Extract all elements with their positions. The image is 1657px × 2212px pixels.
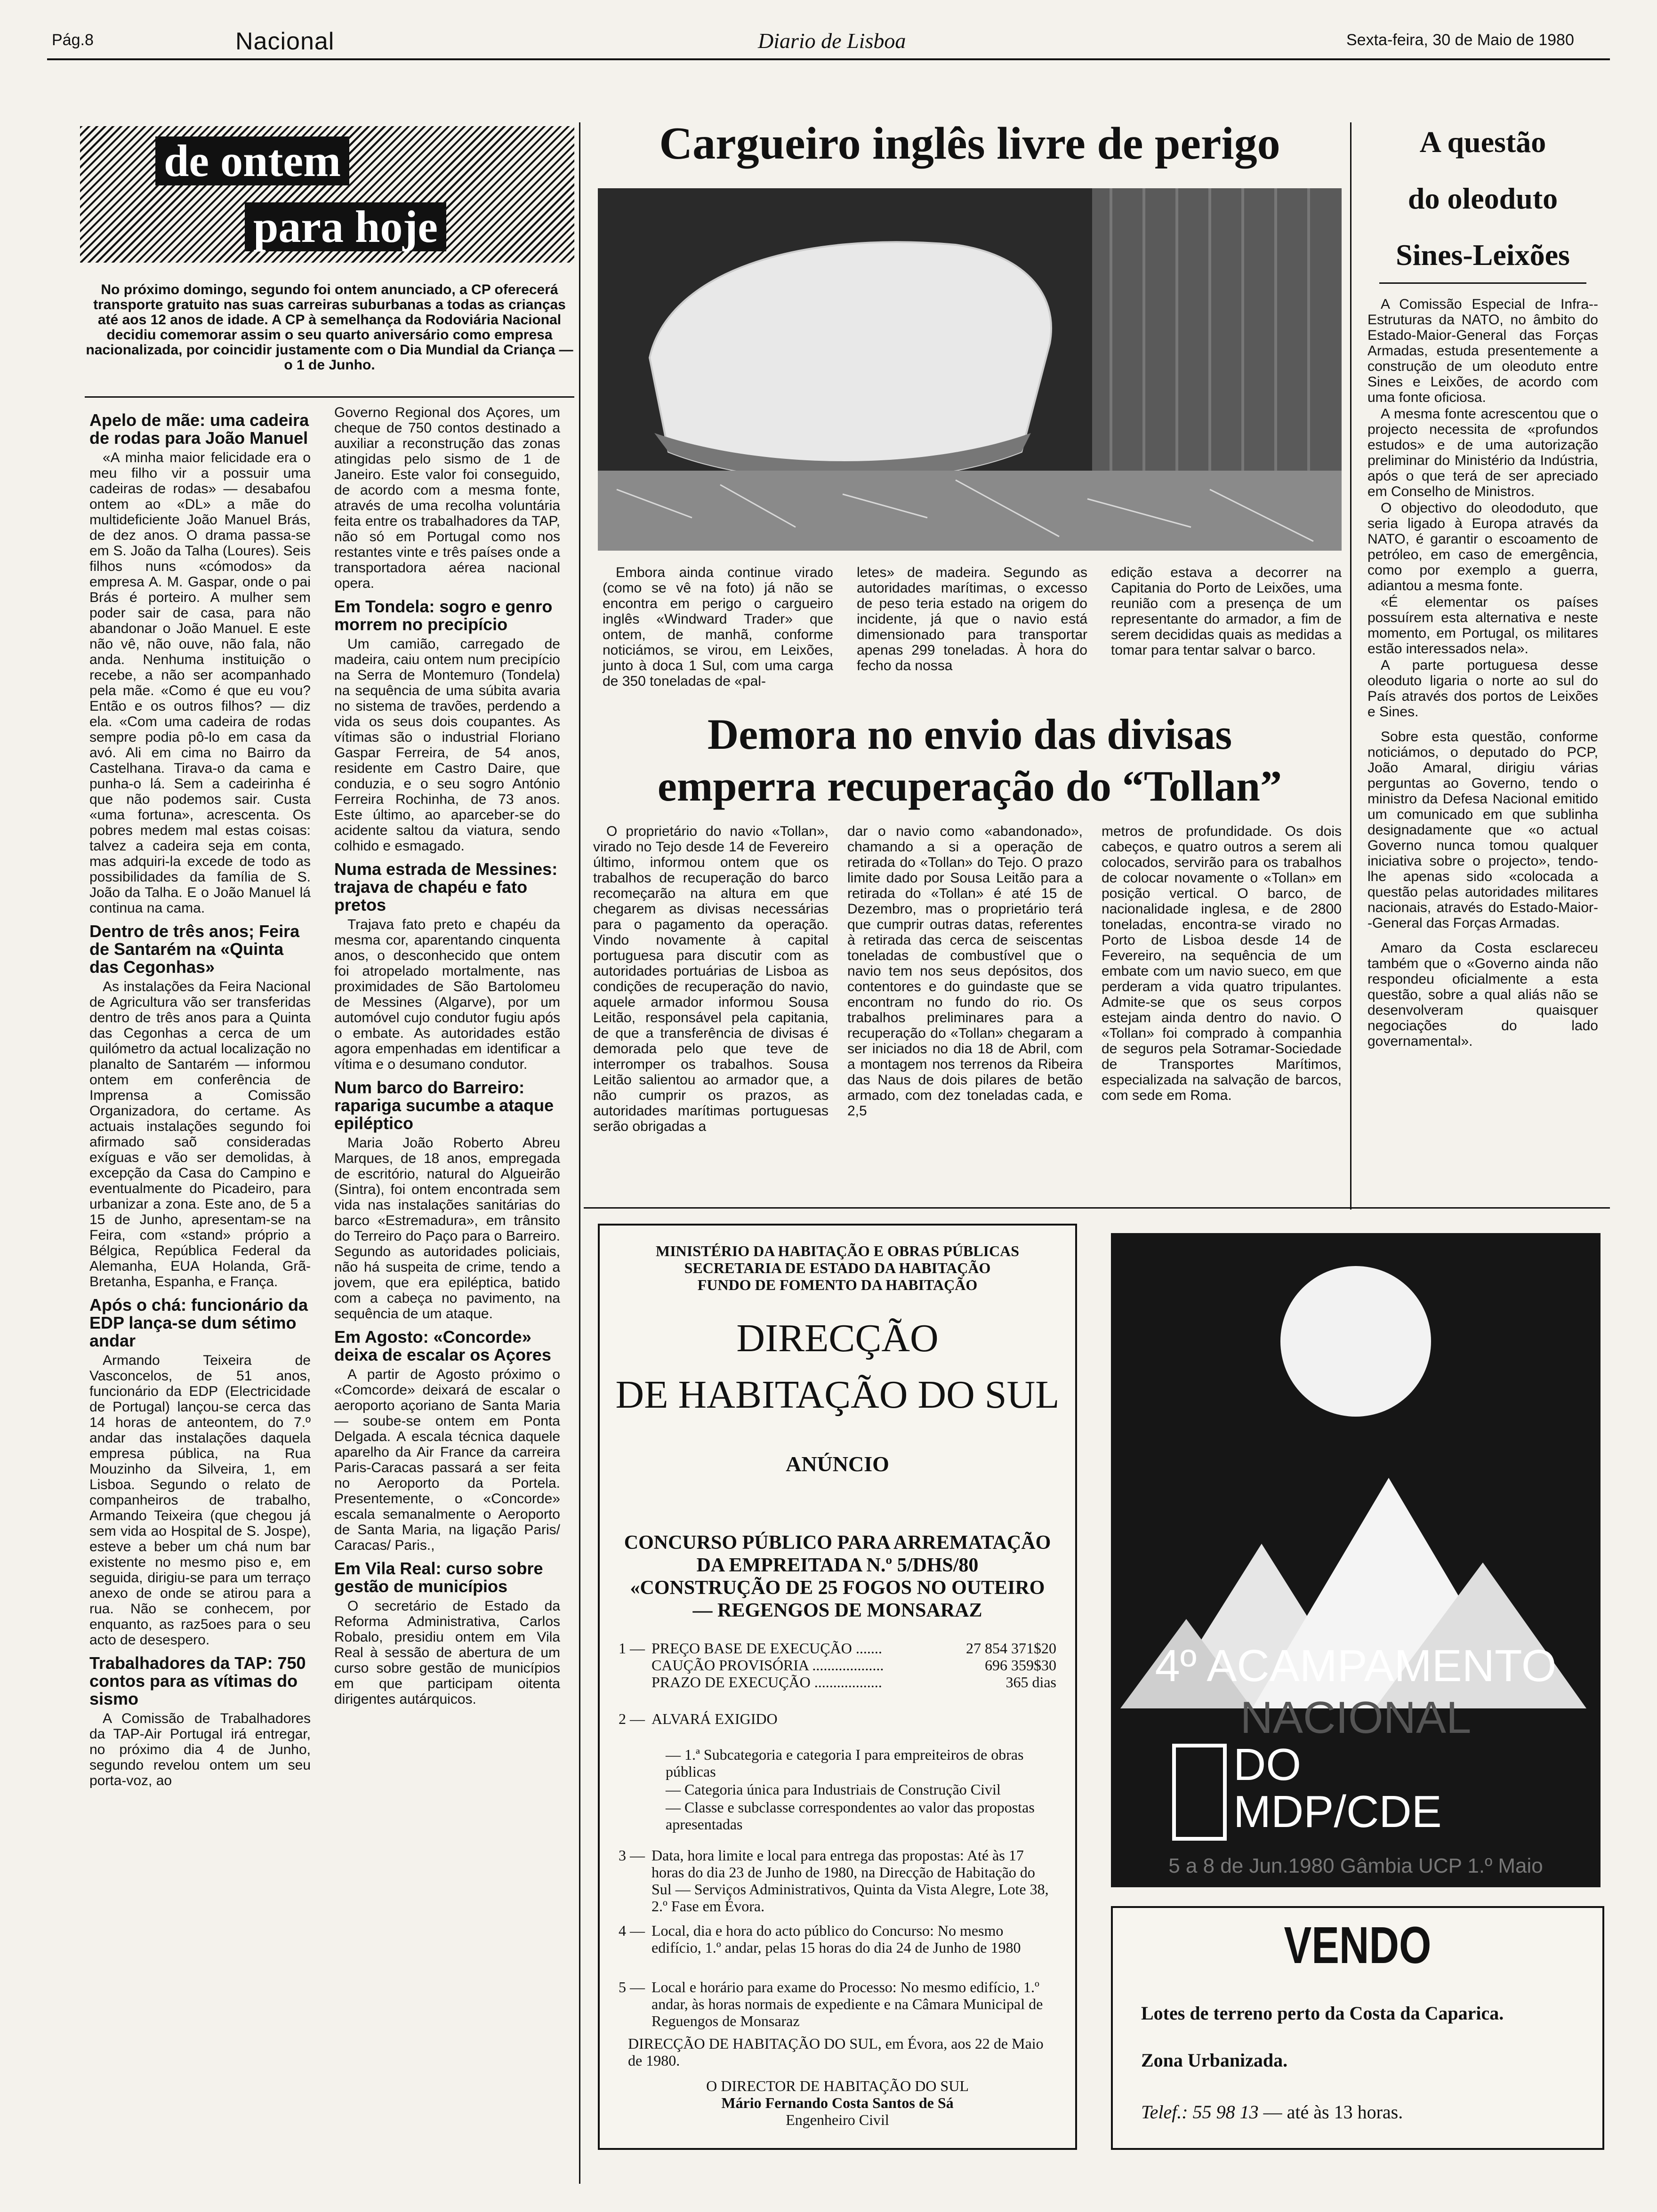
ad-item-3: Data, hora limite e local para entrega das propostas: Até às 17 horas do dia 23 de Junho de 1980, na Direcção de Habitação do Sul — Serviços Administrativos, Quinta da Vista Alegre, Lote 38, 2.º Fase em Évora. [652,1847,1049,1915]
poster-line-4: MDP/CDE [1233,1787,1442,1837]
banner-word-1: de ontem [155,136,349,185]
ad-anuncio: ANÚNCIO [786,1452,889,1476]
ad-signature [600,2077,1075,2128]
oleoduto-rule [1379,282,1586,284]
col1-text-3: Armando Teixeira de Vasconcelos, de 51 anos, funcionário da EDP (Electricidade de Portugal) lançou-se cerca das 14 horas de anteontem, do 7.º andar das instalações daquela empresa pública, na Rua Mouzinho da Silveira, 1, em Lisboa. Segundo o relato de companheiros de trabalho, Armando Teixeira (que chegou já sem vida ao Hospital de S. Jospe), esteve a beber um chá num bar existente no mesmo piso e, em seguida, dirigiu-se para um terraço anexo de onde se atirou para a rua. Não se conhecem, por enquanto, as raz5oes para o seu acto de desespero. [89,1353,311,1648]
cargueiro-text-2: letes» de madeira. Segundo as autoridades marítimas, o excesso de peso teria estado na origem do incidente, já que o navio está dimensionado para transportar apenas 299 toneladas. À hora do fecho da nossa [857,565,1087,673]
oleoduto-text-5: A parte portuguesa desse oleoduto ligaria o norte ao sul do País através dos portos de Leixões e Sines. [1367,657,1598,720]
col2-text-5: O secretário de Estado da Reforma Administrativa, Carlos Robalo, presidiu ontem em Vila Real à sessão de abertura de um curso sobre gestão de municípios em que participam oitenta dirigentes autárquicos. [334,1598,560,1707]
ad-item-5: Local e horário para exame do Processo: No mesmo edifício, 1.º andar, às horas normais de expediente e na Câmara Municipal de Reguengos de Monsaraz [652,1979,1043,2029]
ad-concurso-line-2: DA EMPREITADA N.º 5/DHS/80 [696,1555,979,1576]
cargueiro-column-2 [857,565,1087,674]
col1-text-4: A Comissão de Trabalhadores da TAP-Air Portugal irá entregar, no próximo dia 4 de Junho, segundo revelou ontem um seu porta-voz, ao [89,1711,311,1788]
col2-headline-4: Em Agosto: «Concorde» deixa de escalar os Açores [334,1327,551,1364]
banner-word-2: para hoje [245,202,446,251]
oleoduto-headline-1: A questão [1419,125,1546,159]
header-rule [47,58,1610,60]
ad-item-2-a: — 1.ª Subcategoria e categoria I para empreiteiros de obras públicas [666,1746,1024,1780]
ad-title-1: DIRECÇÃO [736,1316,939,1360]
mdp-logo-icon [1172,1744,1227,1841]
col1-headline-2: Dentro de três anos; Feira de Santarém na «Quinta das Cegonhas» [89,922,300,977]
intro-paragraph [85,282,574,373]
cargueiro-text-3: edição estava a decorrer na Capitania do Porto de Leixões, uma reunião com a presença de um representante do armador, a fim de serem decididas quais as medidas a tomar para tentar salvar o barco. [1111,565,1342,658]
ad-footer: DIRECÇÃO DE HABITAÇÃO DO SUL, em Évora, aos 22 de Maio de 1980. [628,2035,1044,2069]
oleoduto-column [1367,297,1598,1050]
vendo-title: VENDO [1284,1916,1432,1974]
ad-item-1-number: 1 — [619,1640,645,1657]
tollan-headline-1: Demora no envio das divisas [707,710,1232,758]
col2-headline-5: Em Vila Real: curso sobre gestão de municípios [334,1559,543,1596]
tollan-text-2: dar o navio como «abandonado», chamando a si a operação de retirada do «Tollan» do Tejo. O prazo limite dado por Sousa Leitão para a retirada do «Tollan» é até 15 de Dezembro, mas o proprietário terá que cumprir outras datas, referentes à retirada das cerca de seiscentas toneladas de combustível que o navio tem nos seus depósitos, dos contentores e do guindaste que se encontram no fundo do rio. Os trabalhos preliminares para a recuperação do «Tollan» chegaram a ser iniciados no dia 18 de Abril, com a montagem nos terrenos da Ribeira das Naus de dois pilares de betão armado, com dez toneladas cada, e 2,5 [847,824,1083,1119]
ad-concurso-line-4: — REGENGOS DE MONSARAZ [692,1600,982,1621]
ad-ministry-line-1: MINISTÉRIO DA HABITAÇÃO E OBRAS PÚBLICAS [656,1242,1019,1259]
intro-text: No próximo domingo, segundo foi ontem anunciado, a CP oferecerá transporte gratuito nas suas carreiras suburbanas a todas as crianças até aos 12 anos de idade. A CP à semelhança da Rodoviária Nacional decidiu comemorar assim o seu quarto aniversário como empresa nacionalizada, por coincidir justamente com o Dia Mundial da Criança — o 1 de Junho. [86,282,573,373]
vendo-phone-suffix: — até às 13 horas. [1263,2101,1403,2123]
col2-text-1: Um camião, carregado de madeira, caiu ontem num precipício na Serra de Montemuro (Tondela) na sequência de uma súbita avaria no sistema de travões, perdendo a vida os seus dois coupantes. As vítimas são o industrial Floriano Gaspar Ferreira, de 54 anos, residente em Castro Daire, que conduzia, e o seu sogro António Ferreira Rochinha, de 73 anos. Este último, ao aparceber-se do acidente saltou da viatura, sendo colhido e esmagado. [334,636,560,854]
col1-headline-1: Apelo de mãe: uma cadeira de rodas para João Manuel [89,410,309,448]
col2-headline-1: Em Tondela: sogro e genro morrem no precipício [334,597,553,634]
ad-item-5-number: 5 — [619,1979,645,1996]
ad-item-1-a-label: PREÇO BASE DE EXECUÇÃO ....... [652,1640,882,1657]
dateline: Sexta-feira, 30 de Maio de 1980 [1346,31,1574,49]
ads-top-rule [584,1207,1610,1209]
oleoduto-headline-3: Sines-Leixões [1396,238,1570,272]
ad-item-1-c-value: 365 dias [1005,1674,1056,1691]
ad-ministry-line-2: SECRETARIA DE ESTADO DA HABITAÇÃO [684,1259,991,1276]
col2-text-0: Governo Regional dos Açores, um cheque de 750 contos destinado a auxiliar a reconstrução das zonas atingidas pelo sismo de 1 de Janeiro. Este valor foi conseguido, de acordo com a mesma fonte, através de uma recolha voluntária feita entre os trabalhadores da TAP, não só em Portugal como nos restantes vinte e três países onde a transportadora aérea nacional opera. [334,405,560,591]
column-divider-right [1350,122,1351,1210]
ship-photo [598,188,1342,551]
ad-concurso [600,1531,1075,1622]
tollan-column-1 [593,824,828,1135]
poster-line-1: 4º ACAMPAMENTO [1155,1641,1557,1691]
col2-headline-2: Numa estrada de Messines: trajava de chapéu e fato pretos [334,859,558,914]
ad-signature-line-2: Mário Fernando Costa Santos de Sá [721,2094,954,2111]
news-column-2 [334,405,560,1708]
tollan-column-2 [847,824,1083,1120]
oleoduto-text-2: A mesma fonte acrescentou que o projecto necessita de «profundos estudos» e de uma autorização preliminar do Ministério da Indústria, após o que terá de ser apreciado em Conselho de Ministros. [1367,406,1598,499]
poster-line-2: NACIONAL [1240,1692,1472,1743]
tollan-text-3: metros de profundidade. Os dois cabeços, e quatro outros a serem ali colocados, servirão para os trabalhos de colocar novamente o «Tollan» em posição vertical. O barco, de nacionalidade inglesa, e de 2800 toneladas, encontra-se virado no Porto de Lisboa desde 14 de Fevereiro, na sequência de um embate com um navio sueco, em que perderam a vida quatro tripulantes. Admite-se que os seus corpos estejam ainda dentro do navio. O «Tollan» foi comprado à companhia de seguros pela Sotramar-Sociedade de Transportes Marítimos, especializada na salvação de barcos, com sede em Roma. [1102,824,1342,1103]
ad-item-2-b: — Categoria única para Industriais de Construção Civil [666,1781,1001,1798]
col1-text-2: As instalações da Feira Nacional de Agricultura vão ser transferidas dentro de três anos para a Quinta das Cegonhas a cerca de um quilómetro da actual localização no planalto de Santarém — informou ontem em conferência de Imprensa a Comissão Organizadora, do certame. As actuais instalações segundo foi afirmado saõ consideradas exíguas e vão ser demolidas, à excepção da Casa do Campino e eventualmente do Picadeiro, para urbanizar a zona. Este ano, de 5 a 15 de Junho, apresentam-se na Feira, com «stand» próprio a Bélgica, República Federal da Alemanha, EUA Holanda, Grã-Bretanha, Espanha, e França. [89,979,311,1290]
intro-rule [85,396,574,398]
oleoduto-text-6: Sobre esta questão, conforme noticiámos, o deputado do PCP, João Amaral, dirigiu várias perguntas ao Governo, tendo o ministro da Defesa Nacional emitido um comunicado em que sublinha designadamente que «o actual Governo nunca tomou qualquer iniciativa sobre o projecto», tendo-lhe apenas sido «colocada a questão pelas autoridades militares nacionais, através do Estado-Maior--General das Forças Armadas. [1367,729,1598,931]
vendo-line-1: Lotes de terreno perto da Costa da Caparica. [1141,2003,1504,2024]
col1-headline-4: Trabalhadores da TAP: 750 contos para as vítimas do sismo [89,1653,306,1708]
tollan-headline-2: emperra recuperação do “Tollan” [657,762,1282,810]
cargueiro-text-1: Embora ainda continue virado (como se vê na foto) já não se encontra em perigo o cargueiro inglês «Windward Trader» que ontem, de manhã, conforme noticiámos, se virou, em Leixões, junto à doca 1 Sul, com uma carga de 350 toneladas de «pal- [603,565,833,689]
news-column-1 [89,405,311,1789]
cargueiro-column-1 [603,565,833,690]
col1-text-1: «A minha maior felicidade era o meu filho vir a possuir uma cadeiras de rodas» — desabafou ontem ao «DL» a mãe do multideficiente João Manuel Brás, de dez anos. O drama passa-se em S. João da Talha (Loures). Seis filhos nuns «cómodos» da empresa A. M. Gaspar, onde o pai Brás é porteiro. A mulher sem poder sair de casa, para não abandonar o João Manuel. E este não vê, não ouve, não fala, não anda. Nenhuma instituição o recebe, a não ser acompanhado pela mãe. «Como é que eu vou? Então e os outros filhos? — diz ela. «Com uma cadeira de rodas sempre podia pô-lo em casa da avó. Ali em cima no Bairro da Castelhana. Tirava-o da cama e punha-o lá. Sem a cadeirinha é que não podemos sair. Custa «uma fortuna», acrescenta. Os pobres medem mal estas coisas: talvez a cadeira seja em conta, mas adquiri-la excede de todo as possibilidades da família de S. João da Talha. E o João Manuel lá continua na cama. [89,450,311,916]
ad-concurso-line-1: CONCURSO PÚBLICO PARA ARREMATAÇÃO [624,1532,1051,1554]
ad-item-3-number: 3 — [619,1847,645,1864]
ad-item-2-label: ALVARÁ EXIGIDO [652,1710,778,1727]
ad-signature-line-1: O DIRECTOR DE HABITAÇÃO DO SUL [706,2077,969,2094]
vendo-line-2: Zona Urbanizada. [1141,2050,1288,2071]
habitacao-ad [598,1224,1077,2150]
tollan-text-1: O proprietário do navio «Tollan», virado no Tejo desde 14 de Fevereiro último, informou ontem que os trabalhos de recuperação do barco recomeçarão na altura em que chegarem as divisas necessárias para o pagamento da operação. Vindo novamente à capital portuguesa para discutir com as autoridades portuárias de Lisboa as condições de recuperação do navio, aquele armador informou Sousa Leitão, responsável pela capitania, de que a transferência de divisas é demorada pelo que teve de interromper os trabalhos. Sousa Leitão salientou ao armador que, a não cumprir os prazos, as autoridades marítimas portuguesas serão obrigadas a [593,824,828,1134]
oleoduto-text-4: «É elementar os países possuírem esta alternativa e neste momento, em Portugal, os militares estão interessados nela». [1367,594,1598,657]
masthead: Diario de Lisboa [758,29,906,53]
vendo-phone-label: Telef.: 55 98 13 [1141,2101,1259,2123]
ad-title-2: DE HABITAÇÃO DO SUL [615,1373,1060,1417]
oleoduto-text-3: O objectivo do oleododuto, que seria ligado à Europa através da NATO, é garantir o escoamento de petróleo, em caso de emergência, como por exemplo a guerra, adiantou a mesma fonte. [1367,500,1598,593]
vendo-phone [1141,2101,1593,2123]
poster-line-3: DO [1233,1739,1301,1790]
ad-ministry [600,1242,1075,1293]
cargueiro-column-3 [1111,565,1342,659]
ad-item-1-a-value: 27 854 371$20 [966,1640,1056,1657]
ad-concurso-line-3: «CONSTRUÇÃO DE 25 FOGOS NO OUTEIRO [630,1577,1045,1599]
col2-text-3: Maria João Roberto Abreu Marques, de 18 anos, empregada de escritório, natural do Algueirão (Sintra), foi ontem encontrada sem vida nas instalações sanitárias do barco «Estremadura», em trânsito do Terreiro do Paço para o Barreiro. Segundo as autoridades policiais, não há suspeita de crime, tendo a jovem, que era epiléptica, batido com a cabeça no pavimento, na sequência de um ataque. [334,1135,560,1322]
col2-headline-3: Num barco do Barreiro: rapariga sucumbe a ataque epiléptico [334,1078,554,1133]
oleoduto-text-1: A Comissão Especial de Infra--Estruturas da NATO, no âmbito do Estado-Maior-General das Forças Armadas, estuda presentemente a construção de um oleoduto entre Sines e Leixões, de acordo com uma fonte oficiosa. [1367,297,1598,405]
page-number: Pág.8 [52,31,94,49]
vendo-ad [1111,1906,1604,2150]
tollan-column-3 [1102,824,1342,1104]
ad-signature-line-3: Engenheiro Civil [786,2111,889,2128]
ad-item-2-number: 2 — [619,1710,645,1727]
acampamento-poster [1111,1233,1601,1887]
ad-item-1-b-value: 696 359$30 [985,1657,1056,1674]
ad-item-2-c: — Classe e subclasse correspondentes ao valor das propostas apresentadas [666,1799,1035,1833]
col2-text-2: Trajava fato preto e chapéu da mesma cor, aparentando cinquenta anos, o desconhecido que ontem foi atropelado mortalmente, nas proximidades de São Bartolomeu de Messines (Algarve), por um automóvel cujo condutor fugiu após o embate. As autoridades estão agora empenhadas em identificar a vítima e o desumano condutor. [334,917,560,1072]
cargueiro-headline: Cargueiro inglês livre de perigo [659,118,1280,169]
column-divider-left [579,122,580,2184]
section-title: Nacional [235,28,335,55]
ad-item-1-c-label: PRAZO DE EXECUÇÃO .................. [652,1674,882,1691]
oleoduto-text-7: Amaro da Costa esclareceu também que o «Governo ainda não respondeu oficialmente a esta questão, sobre a qual aliás não se desenvolveram quaisquer negociações do lado governamental». [1367,940,1598,1049]
ad-item-4: Local, dia e hora do acto público do Concurso: No mesmo edifício, 1.º andar, pelas 15 horas do dia 24 de Junho de 1980 [652,1922,1021,1956]
ad-ministry-line-3: FUNDO DE FOMENTO DA HABITAÇÃO [697,1276,978,1293]
col1-headline-3: Após o chá: funcionário da EDP lança-se dum sétimo andar [89,1295,308,1350]
oleoduto-headline-2: do oleoduto [1408,182,1558,215]
poster-line-5: 5 a 8 de Jun.1980 Gâmbia UCP 1.º Maio [1168,1854,1543,1877]
ad-item-4-number: 4 — [619,1922,645,1939]
ship-photo-illustration [598,188,1342,551]
col2-text-4: A partir de Agosto próximo o «Comcorde» deixará de escalar o aeroporto açoriano de Santa Maria — soube-se ontem em Ponta Delgada. A escala técnica daquele aparelho da Air France da carreira Paris-Caracas passará a ser feita no Aeroporto da Portela. Presentemente, o «Concorde» escala semanalmente o Aeroporto de Santa Maria, na ligação Paris/ Caracas/ Paris., [334,1367,560,1553]
ad-item-1-b-label: CAUÇÃO PROVISÓRIA ................... [652,1657,884,1674]
